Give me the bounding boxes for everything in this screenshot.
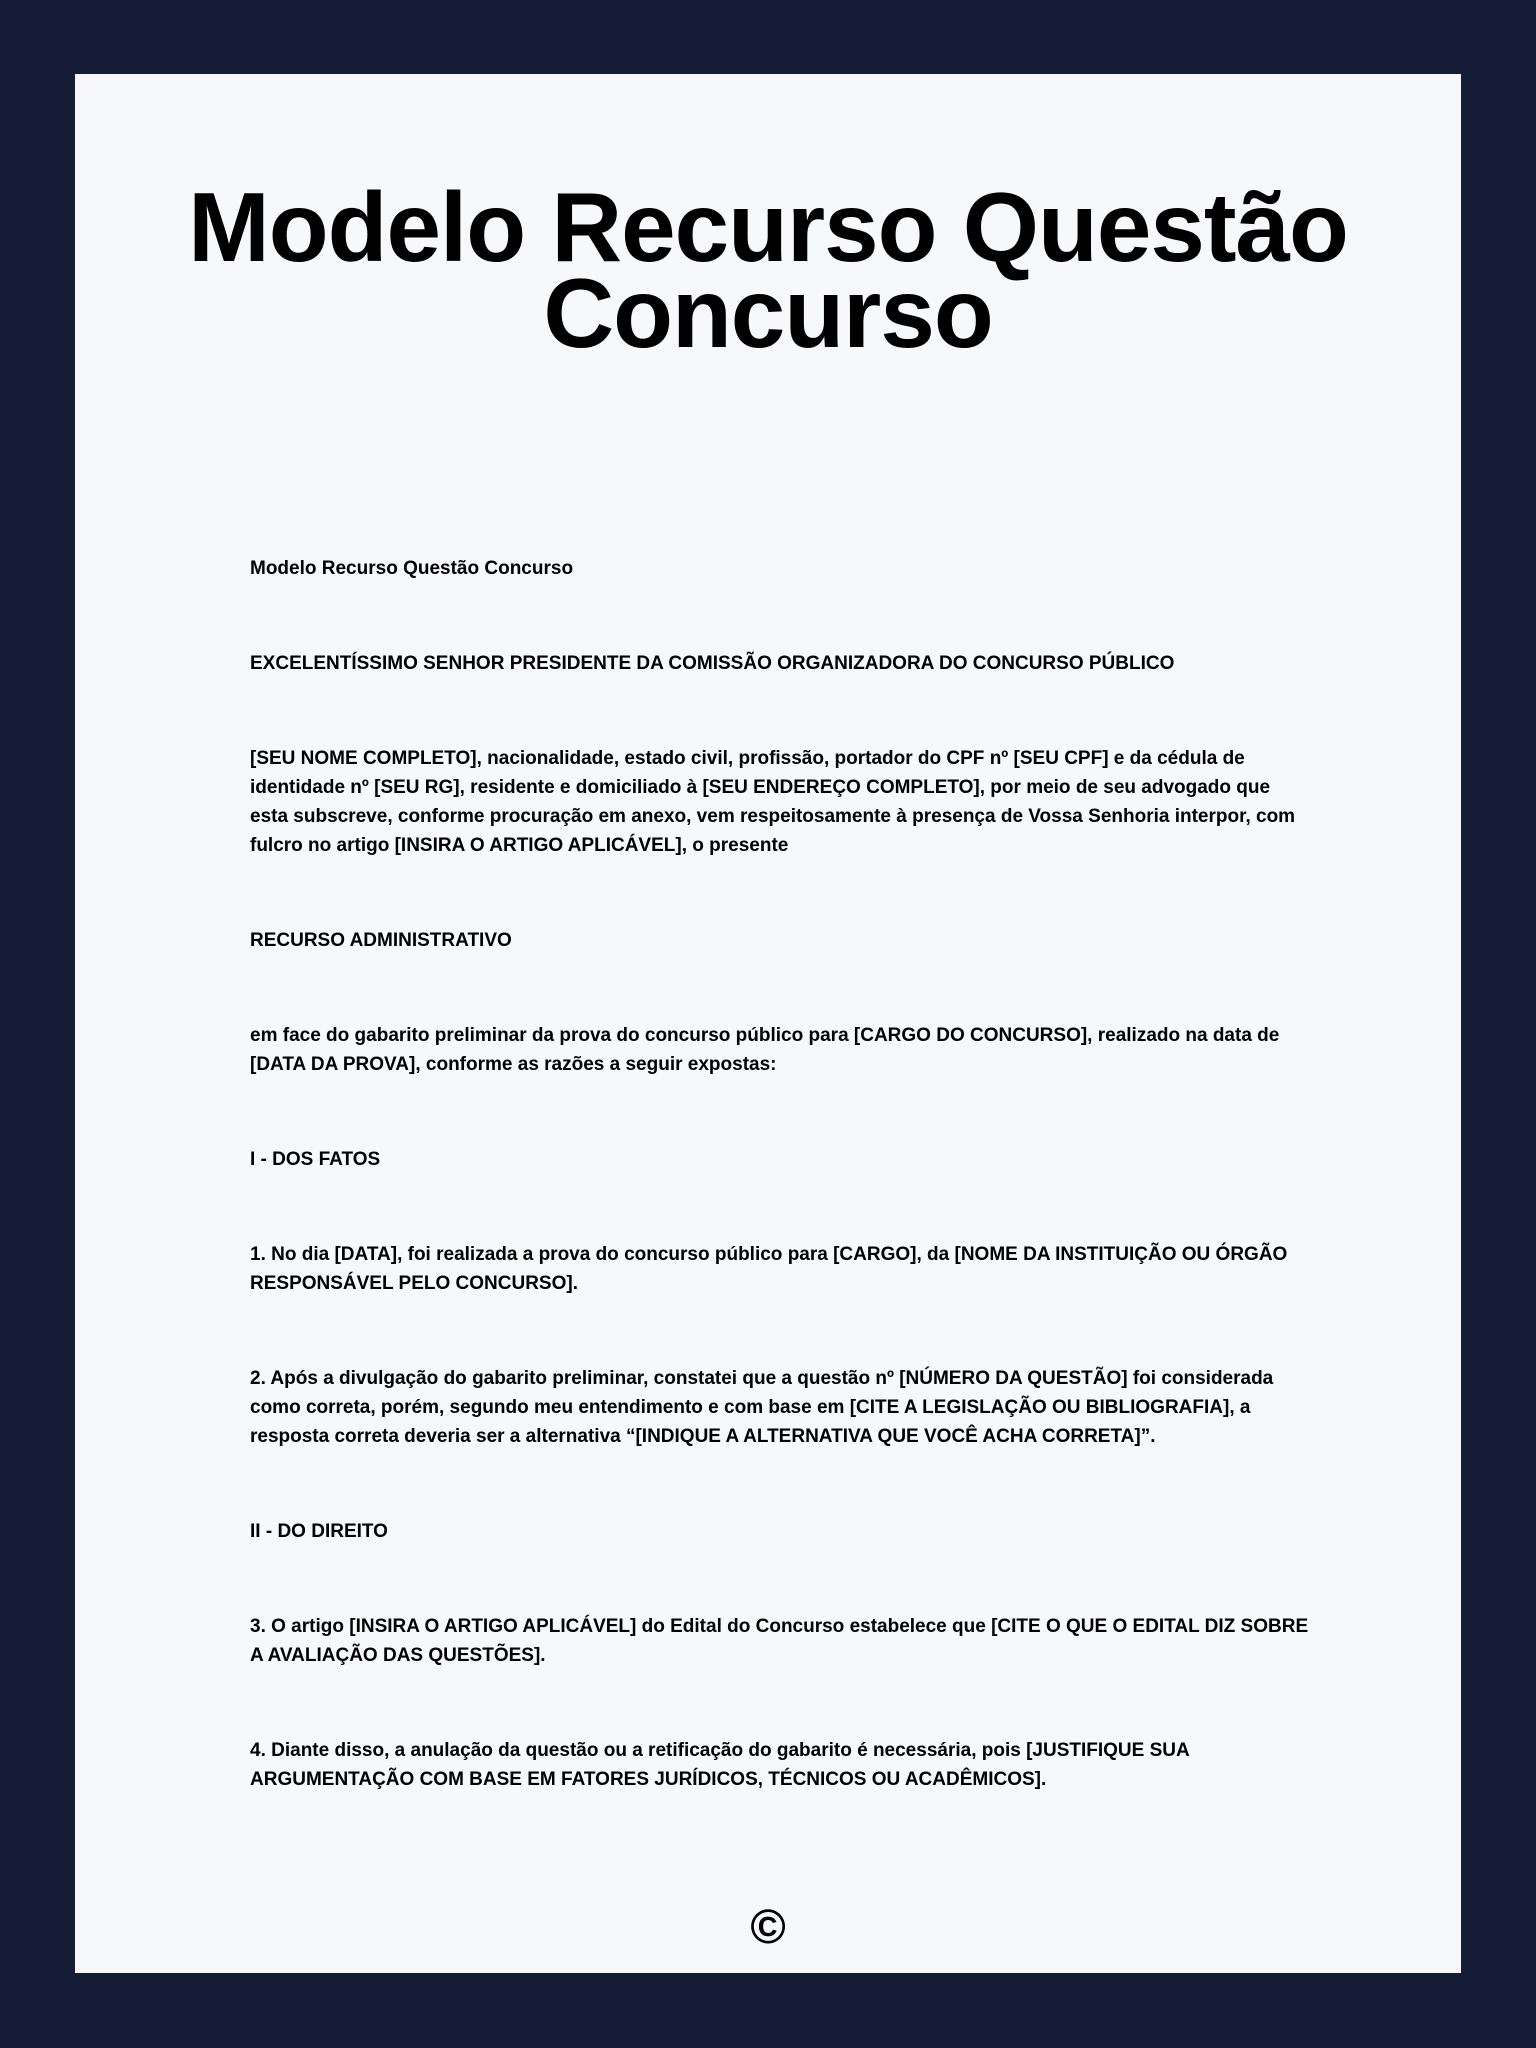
paragraph-item-4: 4. Diante disso, a anulação da questão ou a retificação do gabarito é necessária, pois [JUSTIFIQUE SUA ARGUMENTAÇÃO COM BASE EM FATORES JURÍDICOS, TÉCNICOS OU ACADÊMICOS]. [250,1740,1190,1790]
paragraph-item-1: 1. No dia [DATA], foi realizada a prova do concurso público para [CARGO], da [NOME DA INSTITUIÇÃO OU ÓRGÃO RESPONSÁVEL PELO CONCURSO]. [250,1244,1288,1294]
paragraph-section-dos-fatos: I - DOS FATOS [250,1149,381,1170]
paragraph-document-subtitle: Modelo Recurso Questão Concurso [250,558,574,579]
paragraph-addressee-heading: EXCELENTÍSSIMO SENHOR PRESIDENTE DA COMISSÃO ORGANIZADORA DO CONCURSO PÚBLICO [250,653,1175,674]
paragraph-item-3: 3. O artigo [INSIRA O ARTIGO APLICÁVEL] do Edital do Concurso estabelece que [CITE O QUE O EDITAL DIZ SOBRE A AVALIAÇÃO DAS QUESTÕES]. [250,1616,1309,1666]
footer [75,1901,1461,1954]
paragraph-qualification: [SEU NOME COMPLETO], nacionalidade, estado civil, profissão, portador do CPF nº [SEU CPF] e da cédula de identidade nº [SEU RG], residente e domiciliado à [SEU ENDEREÇO COMPLETO], por meio de seu advogado que esta subscreve, conforme procuração em anexo, vem respeitosamente à presença de Vossa Senhoria interpor, com fulcro no artigo [INSIRA O ARTIGO APLICÁVEL], o presente [250,748,1296,856]
document-page [75,74,1461,1973]
page-title: Modelo Recurso Questão Concurso [188,172,1348,368]
paragraph-item-2: 2. Após a divulgação do gabarito preliminar, constatei que a questão nº [NÚMERO DA QUESTÃO] foi considerada como correta, porém, segundo meu entendimento e com base em [CITE A LEGISLAÇÃO OU BIBLIOGRAFIA], a resposta correta deveria ser a alternativa “[INDIQUE A ALTERNATIVA QUE VOCÊ ACHA CORRETA]”. [250,1368,1274,1447]
paragraph-object: em face do gabarito preliminar da prova do concurso público para [CARGO DO CONCURSO], realizado na data de [DATA DA PROVA], conforme as razões a seguir expostas: [250,1025,1280,1075]
document-body [250,554,1310,1860]
paragraph-recurso-administrativo-heading: RECURSO ADMINISTRATIVO [250,930,512,951]
paragraph-section-do-direito: II - DO DIREITO [250,1521,388,1542]
copyright-icon: © [750,1901,786,1954]
